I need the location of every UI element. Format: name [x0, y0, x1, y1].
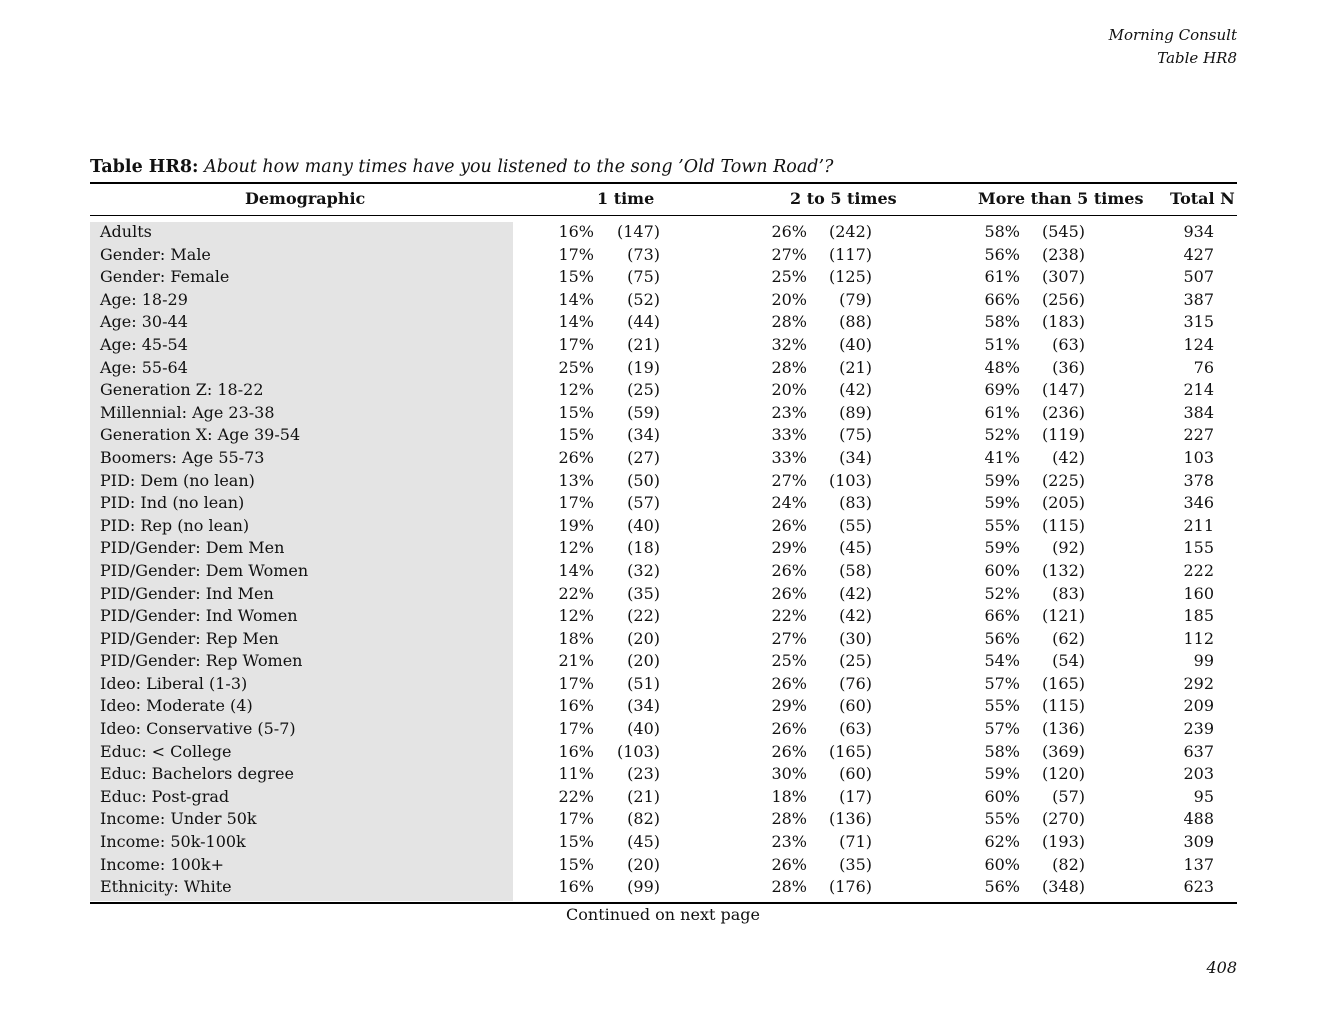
two-to-five-percent: 22% — [771, 606, 807, 626]
more-than-five-percent: 59% — [984, 470, 1020, 490]
one-time-percent: 15% — [558, 854, 594, 874]
two-to-five-percent: 26% — [771, 515, 807, 535]
row-label: Gender: Male — [100, 244, 211, 264]
one-time-count: (50) — [627, 470, 660, 490]
two-to-five-percent: 23% — [771, 832, 807, 852]
more-than-five-percent: 59% — [984, 493, 1020, 513]
two-to-five-percent: 28% — [771, 357, 807, 377]
more-than-five-percent: 56% — [984, 877, 1020, 897]
two-to-five-count: (34) — [839, 447, 872, 467]
more-than-five-count: (348) — [1041, 877, 1085, 897]
two-to-five-count: (17) — [839, 786, 872, 806]
total-n-value: 292 — [1183, 673, 1214, 693]
column-header-total-n: Total N — [1170, 189, 1235, 208]
two-to-five-percent: 27% — [771, 244, 807, 264]
two-to-five-percent: 33% — [771, 447, 807, 467]
row-label: Age: 55-64 — [100, 357, 188, 377]
total-n-value: 488 — [1183, 809, 1214, 829]
more-than-five-count: (82) — [1052, 854, 1085, 874]
table-row — [0, 583, 1320, 606]
one-time-count: (18) — [627, 538, 660, 558]
two-to-five-percent: 30% — [771, 764, 807, 784]
more-than-five-percent: 60% — [984, 560, 1020, 580]
total-n-value: 185 — [1183, 606, 1214, 626]
one-time-percent: 18% — [558, 628, 594, 648]
two-to-five-count: (42) — [839, 380, 872, 400]
bottom-rule — [90, 902, 1237, 904]
row-label: Generation Z: 18-22 — [100, 380, 264, 400]
row-label: PID/Gender: Ind Women — [100, 606, 298, 626]
row-label: Income: 50k-100k — [100, 832, 246, 852]
total-n-value: 209 — [1183, 696, 1214, 716]
one-time-percent: 17% — [558, 809, 594, 829]
one-time-count: (22) — [627, 606, 660, 626]
two-to-five-percent: 29% — [771, 538, 807, 558]
more-than-five-count: (183) — [1041, 312, 1085, 332]
row-label: Adults — [100, 222, 152, 241]
total-n-value: 227 — [1183, 425, 1214, 445]
two-to-five-percent: 26% — [771, 741, 807, 761]
total-n-value: 112 — [1183, 628, 1214, 648]
more-than-five-count: (147) — [1041, 380, 1085, 400]
more-than-five-count: (205) — [1041, 493, 1085, 513]
one-time-count: (40) — [627, 719, 660, 739]
one-time-count: (19) — [627, 357, 660, 377]
more-than-five-count: (83) — [1052, 583, 1085, 603]
row-label: Income: 100k+ — [100, 854, 224, 874]
more-than-five-percent: 62% — [984, 832, 1020, 852]
table-row — [0, 876, 1320, 899]
more-than-five-percent: 56% — [984, 628, 1020, 648]
total-n-value: 214 — [1183, 380, 1214, 400]
header-rule — [90, 215, 1237, 216]
more-than-five-count: (92) — [1052, 538, 1085, 558]
one-time-percent: 19% — [558, 515, 594, 535]
two-to-five-count: (63) — [839, 719, 872, 739]
more-than-five-count: (225) — [1041, 470, 1085, 490]
more-than-five-percent: 52% — [984, 583, 1020, 603]
two-to-five-count: (42) — [839, 606, 872, 626]
two-to-five-count: (25) — [839, 651, 872, 671]
total-n-value: 137 — [1183, 854, 1214, 874]
total-n-value: 203 — [1183, 764, 1214, 784]
more-than-five-count: (238) — [1041, 244, 1085, 264]
table-row — [0, 334, 1320, 357]
table-caption — [90, 157, 833, 177]
two-to-five-count: (42) — [839, 583, 872, 603]
table-row — [0, 537, 1320, 560]
one-time-percent: 12% — [558, 380, 594, 400]
two-to-five-count: (75) — [839, 425, 872, 445]
row-label: PID/Gender: Ind Men — [100, 583, 274, 603]
more-than-five-count: (193) — [1041, 832, 1085, 852]
more-than-five-count: (62) — [1052, 628, 1085, 648]
total-n-value: 427 — [1183, 244, 1214, 264]
more-than-five-percent: 69% — [984, 380, 1020, 400]
table-row — [0, 244, 1320, 267]
total-n-value: 384 — [1183, 402, 1214, 422]
two-to-five-count: (88) — [839, 312, 872, 332]
table-reference: Table HR8 — [1157, 49, 1237, 67]
table-row — [0, 289, 1320, 312]
more-than-five-percent: 66% — [984, 289, 1020, 309]
row-label: Generation X: Age 39-54 — [100, 425, 301, 445]
total-n-value: 378 — [1183, 470, 1214, 490]
more-than-five-percent: 41% — [984, 447, 1020, 467]
total-n-value: 623 — [1183, 877, 1214, 897]
more-than-five-count: (115) — [1041, 515, 1085, 535]
total-n-value: 76 — [1193, 357, 1214, 377]
two-to-five-count: (21) — [839, 357, 872, 377]
more-than-five-count: (236) — [1041, 402, 1085, 422]
one-time-count: (20) — [627, 651, 660, 671]
one-time-count: (75) — [627, 267, 660, 287]
more-than-five-percent: 59% — [984, 764, 1020, 784]
row-label: PID: Rep (no lean) — [100, 515, 250, 535]
row-label: Ethnicity: White — [100, 877, 232, 897]
total-n-value: 315 — [1183, 312, 1214, 332]
more-than-five-percent: 55% — [984, 696, 1020, 716]
two-to-five-count: (30) — [839, 628, 872, 648]
table-row — [0, 695, 1320, 718]
more-than-five-count: (132) — [1041, 560, 1085, 580]
two-to-five-percent: 20% — [771, 289, 807, 309]
row-label: Boomers: Age 55-73 — [100, 447, 265, 467]
total-n-value: 239 — [1183, 719, 1214, 739]
one-time-percent: 14% — [558, 312, 594, 332]
two-to-five-count: (60) — [839, 764, 872, 784]
one-time-count: (21) — [627, 786, 660, 806]
table-body — [0, 221, 1320, 899]
two-to-five-count: (71) — [839, 832, 872, 852]
table-row — [0, 424, 1320, 447]
two-to-five-percent: 24% — [771, 493, 807, 513]
total-n-value: 99 — [1193, 651, 1214, 671]
row-label: PID: Dem (no lean) — [100, 470, 255, 490]
table-row — [0, 266, 1320, 289]
one-time-percent: 17% — [558, 334, 594, 354]
more-than-five-count: (270) — [1041, 809, 1085, 829]
one-time-percent: 21% — [558, 651, 594, 671]
total-n-value: 222 — [1183, 560, 1214, 580]
one-time-percent: 15% — [558, 267, 594, 287]
two-to-five-percent: 25% — [771, 267, 807, 287]
one-time-count: (82) — [627, 809, 660, 829]
more-than-five-percent: 56% — [984, 244, 1020, 264]
more-than-five-count: (54) — [1052, 651, 1085, 671]
row-label: Ideo: Liberal (1-3) — [100, 673, 248, 693]
table-row — [0, 605, 1320, 628]
two-to-five-percent: 29% — [771, 696, 807, 716]
one-time-count: (45) — [627, 832, 660, 852]
two-to-five-percent: 32% — [771, 334, 807, 354]
one-time-percent: 12% — [558, 538, 594, 558]
two-to-five-percent: 26% — [771, 854, 807, 874]
row-label: Ideo: Moderate (4) — [100, 696, 253, 716]
two-to-five-count: (60) — [839, 696, 872, 716]
one-time-count: (35) — [627, 583, 660, 603]
two-to-five-percent: 20% — [771, 380, 807, 400]
two-to-five-percent: 27% — [771, 470, 807, 490]
page-header — [1109, 24, 1237, 70]
total-n-value: 507 — [1183, 267, 1214, 287]
one-time-percent: 15% — [558, 832, 594, 852]
more-than-five-count: (42) — [1052, 447, 1085, 467]
row-label: Educ: Post-grad — [100, 786, 230, 806]
more-than-five-count: (545) — [1041, 222, 1085, 241]
table-row — [0, 718, 1320, 741]
row-label: Ideo: Conservative (5-7) — [100, 719, 296, 739]
total-n-value: 103 — [1183, 447, 1214, 467]
caption-label: Table HR8: — [90, 157, 199, 177]
two-to-five-percent: 25% — [771, 651, 807, 671]
one-time-percent: 26% — [558, 447, 594, 467]
more-than-five-percent: 60% — [984, 854, 1020, 874]
more-than-five-count: (119) — [1041, 425, 1085, 445]
one-time-count: (51) — [627, 673, 660, 693]
total-n-value: 160 — [1183, 583, 1214, 603]
page-number: 408 — [1206, 958, 1237, 977]
one-time-percent: 14% — [558, 560, 594, 580]
table-row — [0, 402, 1320, 425]
one-time-percent: 16% — [558, 741, 594, 761]
one-time-count: (20) — [627, 854, 660, 874]
one-time-count: (27) — [627, 447, 660, 467]
one-time-count: (21) — [627, 334, 660, 354]
row-label: PID/Gender: Rep Men — [100, 628, 279, 648]
one-time-percent: 17% — [558, 673, 594, 693]
row-label: PID/Gender: Dem Women — [100, 560, 309, 580]
more-than-five-percent: 54% — [984, 651, 1020, 671]
more-than-five-percent: 57% — [984, 673, 1020, 693]
two-to-five-percent: 27% — [771, 628, 807, 648]
row-label: Gender: Female — [100, 267, 230, 287]
table-row — [0, 763, 1320, 786]
table-row — [0, 673, 1320, 696]
one-time-count: (147) — [616, 222, 660, 241]
one-time-count: (103) — [616, 741, 660, 761]
one-time-count: (34) — [627, 425, 660, 445]
table-row — [0, 492, 1320, 515]
more-than-five-count: (63) — [1052, 334, 1085, 354]
two-to-five-count: (76) — [839, 673, 872, 693]
two-to-five-percent: 26% — [771, 583, 807, 603]
more-than-five-count: (121) — [1041, 606, 1085, 626]
one-time-percent: 13% — [558, 470, 594, 490]
one-time-count: (99) — [627, 877, 660, 897]
row-label: PID/Gender: Dem Men — [100, 538, 285, 558]
one-time-percent: 22% — [558, 786, 594, 806]
one-time-count: (57) — [627, 493, 660, 513]
more-than-five-percent: 55% — [984, 515, 1020, 535]
one-time-percent: 11% — [558, 764, 594, 784]
one-time-percent: 17% — [558, 493, 594, 513]
table-row — [0, 470, 1320, 493]
one-time-percent: 22% — [558, 583, 594, 603]
one-time-count: (32) — [627, 560, 660, 580]
two-to-five-count: (136) — [828, 809, 872, 829]
two-to-five-count: (242) — [828, 222, 872, 241]
one-time-count: (59) — [627, 402, 660, 422]
row-label: Educ: Bachelors degree — [100, 764, 294, 784]
total-n-value: 346 — [1183, 493, 1214, 513]
one-time-percent: 16% — [558, 877, 594, 897]
two-to-five-count: (79) — [839, 289, 872, 309]
total-n-value: 211 — [1183, 515, 1214, 535]
table-row — [0, 221, 1320, 244]
more-than-five-count: (136) — [1041, 719, 1085, 739]
row-label: PID: Ind (no lean) — [100, 493, 245, 513]
two-to-five-percent: 18% — [771, 786, 807, 806]
more-than-five-percent: 52% — [984, 425, 1020, 445]
row-label: Educ: < College — [100, 741, 232, 761]
table-row — [0, 357, 1320, 380]
one-time-percent: 15% — [558, 402, 594, 422]
more-than-five-percent: 51% — [984, 334, 1020, 354]
table-row — [0, 854, 1320, 877]
row-label: Age: 45-54 — [100, 334, 188, 354]
one-time-count: (52) — [627, 289, 660, 309]
one-time-count: (34) — [627, 696, 660, 716]
total-n-value: 934 — [1183, 222, 1214, 241]
more-than-five-percent: 57% — [984, 719, 1020, 739]
one-time-count: (40) — [627, 515, 660, 535]
continued-note: Continued on next page — [566, 905, 760, 924]
table-row — [0, 515, 1320, 538]
one-time-count: (25) — [627, 380, 660, 400]
two-to-five-count: (55) — [839, 515, 872, 535]
two-to-five-count: (40) — [839, 334, 872, 354]
table-row — [0, 560, 1320, 583]
two-to-five-percent: 33% — [771, 425, 807, 445]
one-time-percent: 14% — [558, 289, 594, 309]
one-time-percent: 16% — [558, 222, 594, 241]
table-row — [0, 628, 1320, 651]
two-to-five-count: (89) — [839, 402, 872, 422]
two-to-five-count: (125) — [828, 267, 872, 287]
caption-question: About how many times have you listened to the song ’Old Town Road’? — [204, 157, 834, 177]
more-than-five-percent: 61% — [984, 267, 1020, 287]
one-time-percent: 15% — [558, 425, 594, 445]
one-time-percent: 16% — [558, 696, 594, 716]
table-row — [0, 786, 1320, 809]
table-row — [0, 650, 1320, 673]
more-than-five-percent: 48% — [984, 357, 1020, 377]
more-than-five-count: (120) — [1041, 764, 1085, 784]
more-than-five-count: (57) — [1052, 786, 1085, 806]
two-to-five-count: (103) — [828, 470, 872, 490]
more-than-five-percent: 58% — [984, 312, 1020, 332]
more-than-five-count: (36) — [1052, 357, 1085, 377]
two-to-five-percent: 23% — [771, 402, 807, 422]
total-n-value: 95 — [1193, 786, 1214, 806]
one-time-percent: 12% — [558, 606, 594, 626]
row-label: PID/Gender: Rep Women — [100, 651, 303, 671]
one-time-count: (23) — [627, 764, 660, 784]
top-rule — [90, 182, 1237, 184]
more-than-five-count: (115) — [1041, 696, 1085, 716]
two-to-five-percent: 28% — [771, 312, 807, 332]
more-than-five-percent: 58% — [984, 741, 1020, 761]
publisher-name: Morning Consult — [1108, 26, 1237, 44]
table-row — [0, 741, 1320, 764]
two-to-five-percent: 26% — [771, 222, 807, 241]
more-than-five-count: (165) — [1041, 673, 1085, 693]
two-to-five-count: (35) — [839, 854, 872, 874]
two-to-five-percent: 26% — [771, 719, 807, 739]
table-row — [0, 808, 1320, 831]
table-row — [0, 379, 1320, 402]
one-time-count: (44) — [627, 312, 660, 332]
table-row — [0, 447, 1320, 470]
two-to-five-count: (58) — [839, 560, 872, 580]
more-than-five-count: (256) — [1041, 289, 1085, 309]
two-to-five-percent: 28% — [771, 809, 807, 829]
table-row — [0, 311, 1320, 334]
two-to-five-count: (83) — [839, 493, 872, 513]
column-header-two-to-five: 2 to 5 times — [790, 189, 897, 208]
two-to-five-count: (117) — [828, 244, 872, 264]
row-label: Millennial: Age 23-38 — [100, 402, 275, 422]
two-to-five-count: (176) — [828, 877, 872, 897]
total-n-value: 309 — [1183, 832, 1214, 852]
row-label: Income: Under 50k — [100, 809, 257, 829]
total-n-value: 124 — [1183, 334, 1214, 354]
more-than-five-percent: 60% — [984, 786, 1020, 806]
row-label: Age: 30-44 — [100, 312, 188, 332]
one-time-percent: 17% — [558, 244, 594, 264]
column-header-one-time: 1 time — [597, 189, 655, 208]
total-n-value: 387 — [1183, 289, 1214, 309]
row-label: Age: 18-29 — [100, 289, 188, 309]
more-than-five-percent: 66% — [984, 606, 1020, 626]
more-than-five-count: (369) — [1041, 741, 1085, 761]
table-row — [0, 831, 1320, 854]
two-to-five-count: (165) — [828, 741, 872, 761]
more-than-five-percent: 55% — [984, 809, 1020, 829]
one-time-count: (20) — [627, 628, 660, 648]
total-n-value: 155 — [1183, 538, 1214, 558]
two-to-five-count: (45) — [839, 538, 872, 558]
more-than-five-percent: 59% — [984, 538, 1020, 558]
one-time-count: (73) — [627, 244, 660, 264]
two-to-five-percent: 28% — [771, 877, 807, 897]
total-n-value: 637 — [1183, 741, 1214, 761]
two-to-five-percent: 26% — [771, 673, 807, 693]
column-header-demographic: Demographic — [245, 189, 366, 208]
more-than-five-percent: 61% — [984, 402, 1020, 422]
more-than-five-percent: 58% — [984, 222, 1020, 241]
more-than-five-count: (307) — [1041, 267, 1085, 287]
one-time-percent: 17% — [558, 719, 594, 739]
two-to-five-percent: 26% — [771, 560, 807, 580]
column-header-more-than-five: More than 5 times — [978, 189, 1144, 208]
one-time-percent: 25% — [558, 357, 594, 377]
